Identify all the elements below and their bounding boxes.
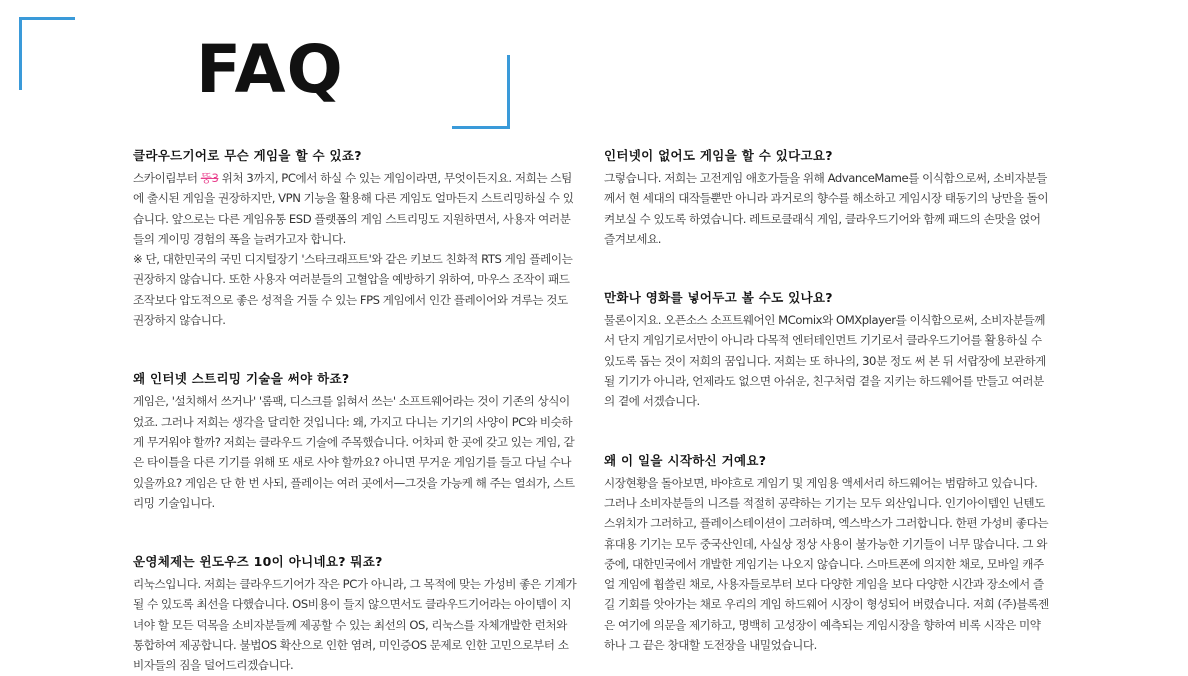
faq-column-left — [133, 147, 578, 676]
faq-column-right — [604, 147, 1049, 655]
faq-question: 왜 이 일을 시작하신 거예요? — [604, 452, 767, 468]
faq-question: 왜 인터넷 스트리밍 기술을 써야 하죠? — [133, 371, 350, 387]
faq-question: 클라우드기어로 무슨 게임을 할 수 있죠? — [133, 148, 362, 163]
corner-bracket-bottom-right — [452, 55, 510, 129]
faq-answer: 리눅스입니다. 저희는 클라우드기어가 작은 PC가 아니라, 그 목적에 맞는 가성비 좋은 기계가 될 수 있도록 최선을 다했습니다. OS비용이 들지 않으면서도 클라우드기어라는 아이템이 지녀야 할 모든 덕목을 소비자분들께 제공할 수 있는 최선의 OS, 리눅스를 자체개발한 런처와 통합하여 제공합니다. 불법OS 확산으로 인한 염려, 미인증OS 문제로 인한 고민으로부터 소비자들의 짐을 덜어드리겠습니다. — [133, 577, 577, 673]
faq-question: 만화나 영화를 넣어두고 볼 수도 있나요? — [604, 290, 833, 306]
page-title: FAQ — [196, 31, 344, 108]
faq-answer — [133, 168, 578, 249]
faq-answer: 시장현황을 돌아보면, 바야흐로 게임기 및 게임용 액세서리 하드웨어는 범람하고 있습니다. 그러나 소비자분들의 니즈를 적절히 공략하는 기기는 모두 외산입니다. 인기아이템인 닌텐도 스위치가 그러하고, 플레이스테이션이 그러하며, 엑스박스가 그러합니다. 한편 가성비 좋다는 휴대용 기기는 모두 중국산인데, 사실상 정상 사용이 불가능한 기기들이 너무 많습니다. 그 와중에, 대한민국에서 개발한 게임기는 나오지 않습니다. 스마트폰에 의지한 채로, 모바일 캐주얼 게임에 휩쓸린 채로, 사용자들로부터 보다 다양한 게임을 보다 다양한 시간과 장소에서 즐길 기회를 앗아가는 채로 우리의 게임 하드웨어 시장이 형성되어 버렸습니다. 저희 (주)블록젠은 여기에 의문을 제기하고, 명백히 고성장이 예측되는 게임시장을 향하여 비록 시작은 미약하나 그 끝은 창대할 도전장을 내밀었습니다. — [604, 475, 1049, 653]
highlighted-strikethrough-text: 뚱3 — [200, 171, 219, 185]
faq-answer: 게임은, '설치해서 쓰거나' '롬팩, 디스크를 읽혀서 쓰는' 소프트웨어라는 것이 기존의 상식이었죠. 그러나 저희는 생각을 달리한 것입니다: 왜, 가지고 다니는 기기의 사양이 PC와 비슷하게 무거워야 할까? 저희는 클라우드 기술에 주목했습니다. 어차피 한 곳에 갖고 있는 게임, 같은 타이틀을 다른 기기를 위해 또 새로 사야 할까요? 아니면 무거운 게임기를 들고 다닐 수나 있을까요? 게임은 단 한 번 사되, 플레이는 여러 곳에서—그것을 가능케 해 주는 열쇠가, 스트리밍 기술입니다. — [133, 394, 575, 510]
faq-question: 운영체제는 윈도우즈 10이 아니네요? 뭐죠? — [133, 554, 383, 570]
faq-item-offline — [604, 147, 1049, 249]
faq-answer-note: ※ 단, 대한민국의 국민 디지털장기 '스타크래프트'와 같은 키보드 친화적 RTS 게임 플레이는 권장하지 않습니다. 또한 사용자 여러분들의 고혈압을 예방하기 위하여, 마우스 조작이 패드 조작보다 압도적으로 좋은 성적을 거둘 수 있는 FPS 게임에서 인간 플레이어와 겨루는 것도 권장하지 않습니다. — [133, 252, 573, 328]
answer-lead-text: 스카이림부터 — [133, 171, 201, 185]
faq-item-why — [604, 452, 1049, 656]
faq-question: 인터넷이 없어도 게임을 할 수 있다고요? — [604, 148, 833, 163]
faq-item-games — [133, 147, 578, 330]
faq-item-os — [133, 553, 578, 675]
answer-rest-text: 위처 3까지, PC에서 하실 수 있는 게임이라면, 무엇이든지요. 저희는 스팀에 출시된 게임을 권장하지만, VPN 기능을 활용해 다른 게임도 얼마든지 스트리밍하실 수 있습니다. 앞으로는 다른 게임유통 ESD 플랫폼의 게임 스트리밍도 지원하면서, 사용자 여러분들의 게이밍 경험의 폭을 늘려가고자 합니다. — [133, 171, 574, 246]
faq-item-streaming — [133, 370, 578, 513]
faq-answer: 그렇습니다. 저희는 고전게임 애호가들을 위해 AdvanceMame를 이식함으로써, 소비자분들께서 현 세대의 대작들뿐만 아니라 과거로의 향수를 해소하고 게임시장 태동기의 낭만을 돌이켜보실 수 있도록 하였습니다. 레트로클래식 게임, 클라우드기어와 함께 패드의 손맛을 얹어 즐겨보세요. — [604, 171, 1049, 246]
faq-answer: 물론이지요. 오픈소스 소프트웨어인 MComix와 OMXplayer를 이식함으로써, 소비자분들께서 단지 게임기로서만이 아니라 다목적 엔터테인먼트 기기로서 클라우드기어를 활용하실 수 있도록 돕는 것이 저희의 꿈입니다. 저희는 또 하나의, 30분 정도 써 본 뒤 서랍장에 보관하게 될 기기가 아니라, 언제라도 없으면 아쉬운, 친구처럼 곁을 지키는 하드웨어를 만들고 여러분의 곁에 서겠습니다. — [604, 313, 1046, 409]
faq-item-media — [604, 289, 1049, 411]
corner-bracket-top-left — [19, 17, 75, 90]
